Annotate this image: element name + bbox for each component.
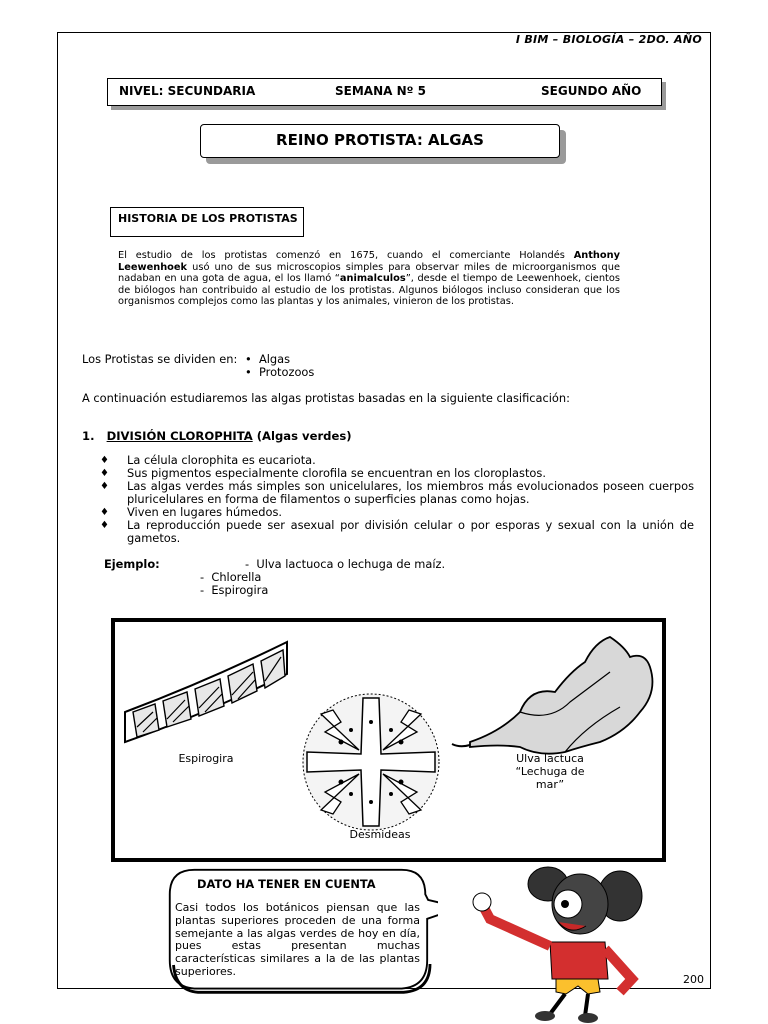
algae-figure: [111, 618, 666, 862]
list-item: ♦ Viven en lugares húmedos.: [100, 505, 283, 519]
desmid-illustration: [303, 694, 439, 830]
example-item: - Chlorella: [200, 570, 262, 584]
diamond-bullet-icon: ♦: [100, 455, 109, 466]
diamond-bullet-icon: ♦: [100, 507, 109, 518]
caption-spirogyra: Espirogira: [178, 752, 234, 765]
diamond-bullet-icon: ♦: [100, 481, 109, 492]
spirogyra-illustration: [125, 642, 287, 742]
level-label: NIVEL: SECUNDARIA: [119, 84, 256, 98]
division-item-protozoos: • Protozoos: [245, 365, 315, 379]
note-title: DATO HA TENER EN CUENTA: [197, 877, 376, 891]
history-paragraph: [118, 250, 620, 308]
list-item: ♦ La célula clorophita es eucariota.: [100, 453, 316, 467]
mouse-cartoon-icon: [470, 864, 650, 1024]
division-number: 1.: [82, 429, 95, 443]
note-text: Casi todos los botánicos piensan que las plantas superiores proceden de una forma semejante a las algas verdes de hoy en día, pues estas presentan muchas características similares a la de las plantas superiores.: [175, 901, 420, 978]
division-suffix: (Algas verdes): [252, 429, 352, 443]
history-text-3: ”, desde el tiempo de Leewenhoek, cientos de biólogos han contribuido al estudio de los protistas. Algunos biólogos incluso consideran que los organismos complejos como las plantas y los animales, vinieron de los protistas.: [118, 273, 620, 308]
characteristics-list: [100, 454, 694, 545]
caption-ulva: Ulva lactuca “Lechuga de mar”: [515, 752, 585, 791]
history-text-2: usó uno de sus microscopios simples para observar miles de microorganismos que nadaban en una gota de agua, el los llamó “: [118, 261, 620, 285]
history-term: animalculos: [339, 273, 406, 285]
division-heading: [82, 429, 352, 443]
list-item: ♦ La reproducción puede ser asexual por división celular o por esporas y sexual con la unión de gametos.: [100, 518, 694, 545]
list-item: ♦ Sus pigmentos especialmente clorofila se encuentran en los cloroplastos.: [100, 466, 546, 480]
page-number: 200: [683, 973, 704, 986]
history-name: Anthony Leewenhoek: [118, 250, 620, 273]
caption-desmid: Desmideas: [349, 828, 411, 841]
algae-illustrations: [115, 622, 662, 858]
division-item-algas: • Algas: [245, 352, 291, 366]
section-heading-history: HISTORIA DE LOS PROTISTAS: [110, 207, 304, 237]
continuation-text: A continuación estudiaremos las algas protistas basadas en la siguiente clasificación:: [82, 391, 570, 405]
example-item: - Ulva lactuoca o lechuga de maíz.: [245, 557, 446, 571]
week-label: SEMANA Nº 5: [335, 84, 426, 98]
diamond-bullet-icon: ♦: [100, 468, 109, 479]
history-text-1: El estudio de los protistas comenzó en 1675, cuando el comerciante Holandés: [118, 250, 574, 261]
diamond-bullet-icon: ♦: [100, 520, 109, 531]
list-item: ♦ Las algas verdes más simples son unicelulares, los miembros más evolucionados poseen cuerpos pluricelulares en forma de filamentos o superficies planas como hojas.: [100, 479, 694, 506]
page-title: REINO PROTISTA: ALGAS: [200, 124, 560, 158]
example-item: - Espirogira: [200, 583, 269, 597]
ulva-illustration: [452, 637, 652, 754]
division-name: DIVISIÓN CLOROPHITA: [106, 429, 253, 443]
example-label: Ejemplo:: [104, 557, 160, 571]
level-bar: [107, 78, 662, 106]
division-intro-label: Los Protistas se dividen en:: [82, 352, 238, 366]
running-header: I BIM – BIOLOGÍA – 2DO. AÑO: [515, 33, 702, 46]
grade-label: SEGUNDO AÑO: [541, 84, 642, 98]
